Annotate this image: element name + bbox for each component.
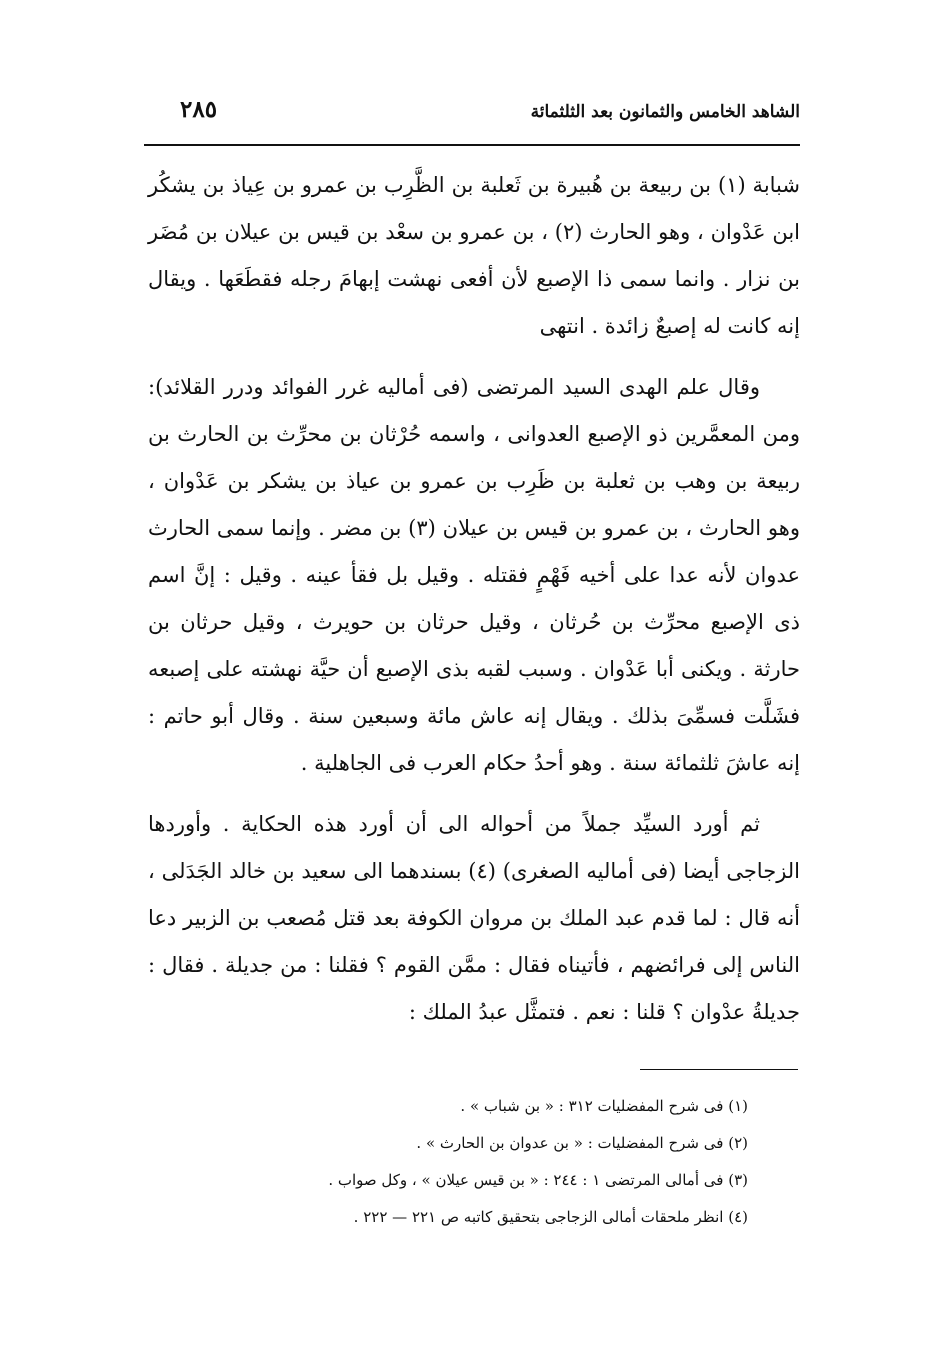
- paragraph-3: ثم أورد السيِّد جملاً من أحواله الى أن أورد هذه الحكاية . وأوردها الزجاجى أيضا (فى أماليه الصغرى) (٤) بسندهما الى سعيد بن خالد الجَدَلى ، أنه قال : لما قدم عبد الملك بن مروان الكوفة بعد قتل مُصعب بن الزبير دعا الناس إلى فرائضهم ، فأتيناه فقال : ممَّن القوم ؟ فقلنا : من جديلة . فقال : جديلةُ عدْوان ؟ قلنا : نعم . فتمثَّل عبدُ الملك :: [148, 812, 801, 1024]
- footnote-rule: [640, 1069, 798, 1070]
- page-number: ٢٨٥: [180, 96, 218, 123]
- running-title: الشاهد الخامس والثمانون بعد الثلثمائة: [530, 102, 800, 122]
- footnote-4: (٤) انظر ملحقات أمالى الزجاجى بتحقيق كاتبه ص ٢٢١ — ٢٢٢ .: [353, 1208, 748, 1226]
- header-rule: [144, 144, 800, 146]
- page-header: [140, 92, 800, 132]
- footnote-2: (٢) فى شرح المفضليات : « بن عدوان بن الحارث » .: [416, 1134, 748, 1152]
- body-text: [148, 162, 800, 1050]
- paragraph-1: شبابة (١) بن ربيعة بن هُبيرة بن ثَعلبة بن الظَّرِب بن عمرو بن عِياذ بن يشكُر ابن عَدْوان ، وهو الحارث (٢) ، بن عمرو بن سعْد بن قيس بن عيلان بن مُضَر بن نزار . وانما سمى ذا الإصبع لأن أفعى نهشت إبهامَ رجله فقطَعَها . ويقال إنه كانت له إصبعٌ زائدة . انتهى: [148, 173, 801, 338]
- footnote-3: (٣) فى أمالى المرتضى ١ : ٢٤٤ : « بن قيس عيلان » ، وكل صواب .: [328, 1171, 748, 1189]
- paragraph-2: وقال علم الهدى السيد المرتضى (فى أماليه غرر الفوائد ودرر القلائد): ومن المعمَّرين ذو الإصبع العدوانى ، واسمه حُرْثان بن محرِّث بن الحارث بن ربيعة بن وهب بن ثعلبة بن ظَرِب بن عمرو بن عياذ بن يشكر بن عَدْوان ، وهو الحارث ، بن عمرو بن قيس بن عيلان (٣) بن مضر . وإنما سمى الحارث عدوان لأنه عدا على أخيه فَهْمٍ فقتله . وقيل بل فقأ عينه . وقيل : إنَّ اسم ذى الإصبع محرِّث بن حُرثان ، وقيل حرثان بن حويرث ، وقيل حرثان بن حارثة . ويكنى أبا عَدْوان . وسبب لقبه بذى الإصبع أن حيَّة نهشته على إصبعه فشَلَّت فسمِّىَ بذلك . ويقال إنه عاش مائة وسبعين سنة . وقال أبو حاتم : إنه عاشَ ثلثمائة سنة . وهو أحدُ حكام العرب فى الجاهلية .: [148, 375, 800, 775]
- footnotes: [200, 1088, 748, 1236]
- footnote-1: (١) فى شرح المفضليات ٣١٢ : « بن شباب » .: [460, 1097, 748, 1115]
